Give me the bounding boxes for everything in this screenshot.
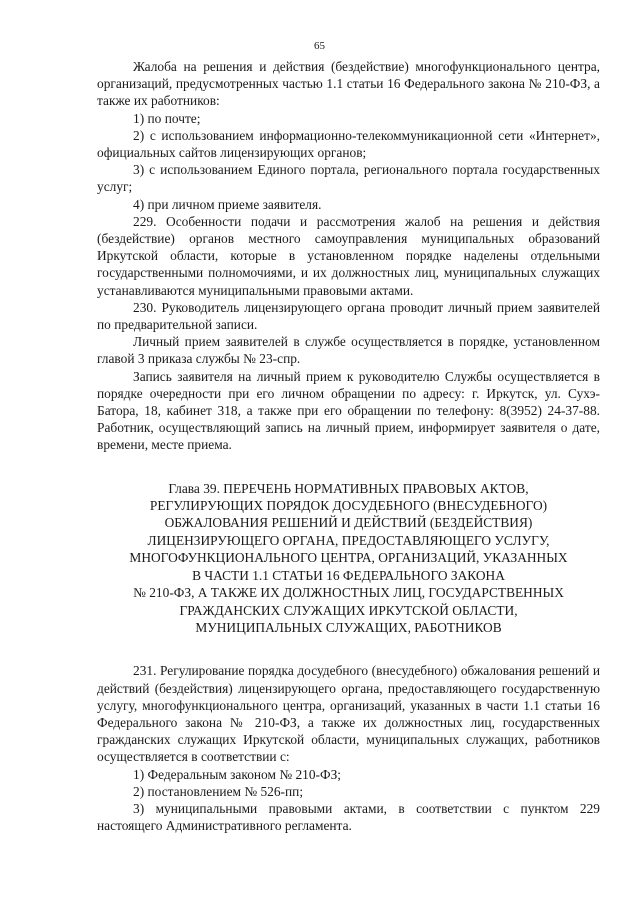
list-item-resolution: 2) постановлением № 526-пп;: [133, 783, 304, 799]
paragraph-complaint-mfc: Жалоба на решения и действия (бездействие) многофункционального центра, организаций, предусмотренных частью 1.1 статьи 16 Федерального закона № 210-ФЗ, а также их работников:: [97, 59, 600, 109]
heading-line: МУНИЦИПАЛЬНЫХ СЛУЖАЩИХ, РАБОТНИКОВ: [195, 619, 502, 635]
chapter-39-heading: [97, 480, 600, 637]
heading-line: ОБЖАЛОВАНИЯ РЕШЕНИЙ И ДЕЙСТВИЙ (БЕЗДЕЙСТВИЯ): [164, 515, 533, 531]
page-number: 65: [314, 40, 325, 52]
list-item-by-mail: 1) по почте;: [133, 110, 201, 126]
paragraph-229: 229. Особенности подачи и рассмотрения жалоб на решения и действия (бездействие) органов местного самоуправления муниципальных образований Иркутской области, которые в установленном порядке наделены отдельными государственными полномочиями, и их должностных лиц, муниципальных служащих устанавливаются муниципальными правовыми актами.: [97, 213, 600, 298]
heading-line: В ЧАСТИ 1.1 СТАТЬИ 16 ФЕДЕРАЛЬНОГО ЗАКОНА: [192, 567, 505, 583]
list-item-internet: 2) с использованием информационно-телекоммуникационной сети «Интернет», официальных сайтов лицензирующих органов;: [97, 127, 600, 161]
list-item-portal: 3) с использованием Единого портала, регионального портала государственных услуг;: [97, 162, 600, 195]
heading-line: ЛИЦЕНЗИРУЮЩЕГО ОРГАНА, ПРЕДОСТАВЛЯЮЩЕГО УСЛУГУ,: [147, 532, 550, 548]
document-body: [97, 58, 600, 834]
heading-line: МНОГОФУНКЦИОНАЛЬНОГО ЦЕНТРА, ОРГАНИЗАЦИЙ, УКАЗАННЫХ: [129, 550, 568, 566]
paragraph-230: 230. Руководитель лицензирующего органа проводит личный прием заявителей по предварительной записи.: [97, 299, 600, 333]
paragraph-personal-reception-order: Личный прием заявителей в службе осуществляется в порядке, установленном главой 3 приказа службы № 23-спр.: [97, 334, 600, 367]
list-item-personal-reception: 4) при личном приеме заявителя.: [133, 196, 322, 212]
paragraph-reception-appointment: Запись заявителя на личный прием к руководителю Службы осуществляется в порядке очередности при его личном обращении по адресу: г. Иркутск, ул. Сухэ-Батора, 18, кабинет 318, а также при его обращении по телефону: 8(3952) 24-37-88. Работник, осуществляющий запись на личный прием, информирует заявителя о дате, времени, месте приема.: [97, 368, 600, 453]
heading-line: РЕГУЛИРУЮЩИХ ПОРЯДОК ДОСУДЕБНОГО (ВНЕСУДЕБНОГО): [149, 498, 548, 514]
list-item-federal-law: 1) Федеральным законом № 210-ФЗ;: [133, 766, 341, 782]
list-item-municipal-acts: 3) муниципальными правовыми актами, в соответствии с пунктом 229 настоящего Административного регламента.: [97, 800, 600, 834]
paragraph-231: 231. Регулирование порядка досудебного (внесудебного) обжалования решений и действий (бездействия) лицензирующего органа, предоставляющего государственную услугу, многофункционального центра, организаций, указанных в части 1.1 статьи 16 Федерального закона № 210-ФЗ, а также их должностных лиц, государственных гражданских служащих Иркутской области, муниципальных служащих, работников осуществляется в соответствии с:: [97, 663, 600, 765]
heading-line: № 210-ФЗ, А ТАКЖЕ ИХ ДОЛЖНОСТНЫХ ЛИЦ, ГОСУДАРСТВЕННЫХ: [133, 585, 564, 601]
heading-line: Глава 39. ПЕРЕЧЕНЬ НОРМАТИВНЫХ ПРАВОВЫХ АКТОВ,: [168, 480, 529, 496]
heading-line: ГРАЖДАНСКИХ СЛУЖАЩИХ ИРКУТСКОЙ ОБЛАСТИ,: [179, 602, 518, 618]
